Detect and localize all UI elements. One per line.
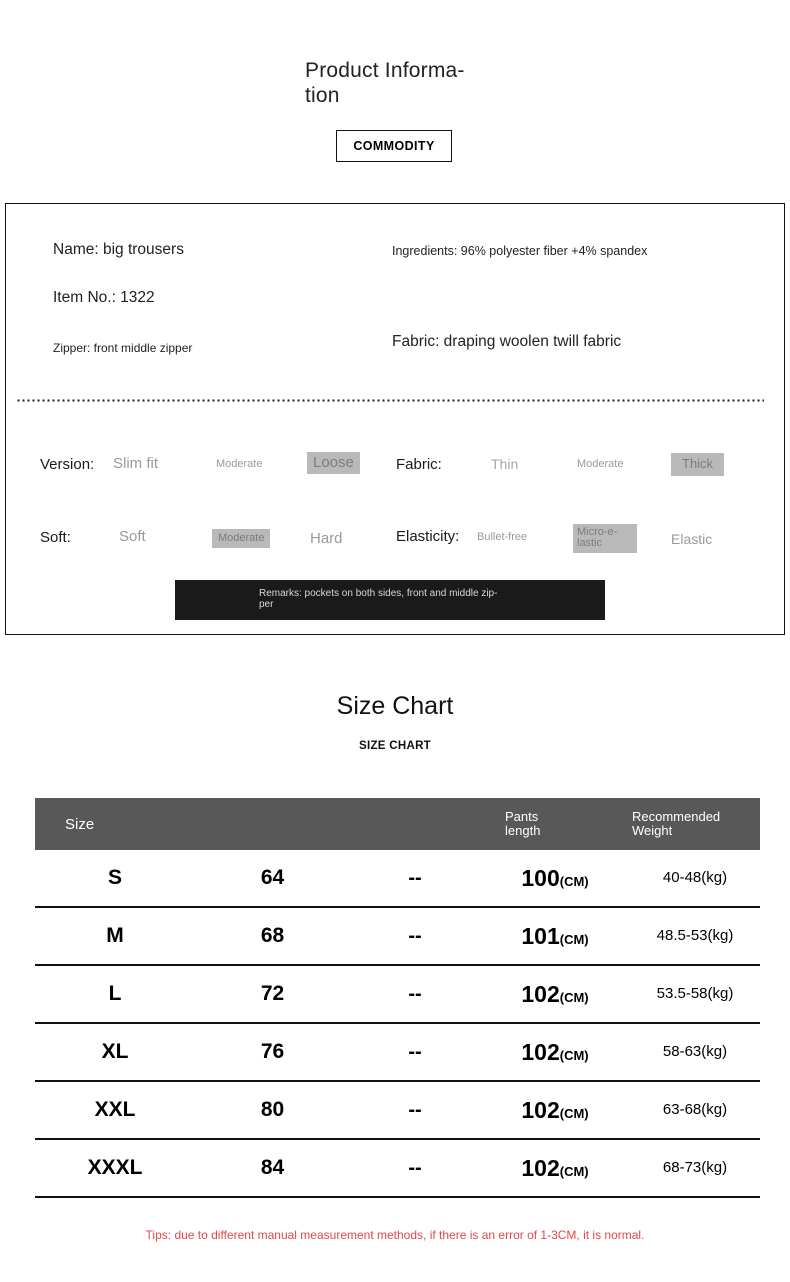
attribute-option-micro-elastic[interactable]: Micro-e- lastic <box>573 524 637 553</box>
size-chart-tips: Tips: due to different manual measurement methods, if there is an error of 1-3CM, it is normal. <box>145 1228 645 1242</box>
cell-waist: 64 <box>260 866 285 889</box>
table-row <box>35 908 760 966</box>
size-chart-title: Size Chart <box>336 692 454 720</box>
attribute-option-slim-fit[interactable]: Slim fit <box>113 455 158 472</box>
cell-waist: 68 <box>260 924 285 947</box>
attribute-option-version-moderate[interactable]: Moderate <box>216 458 263 470</box>
remarks-bar: Remarks: pockets on both sides, front and middle zip- per <box>175 580 605 620</box>
cell-pants-length: 100(CM) <box>521 864 589 891</box>
table-row <box>35 850 760 908</box>
column-header-pants-length: Pants length <box>505 809 541 838</box>
product-item-no: Item No.: 1322 <box>53 289 155 306</box>
cell-pants-length: 102(CM) <box>521 1038 589 1065</box>
commodity-badge: COMMODITY <box>336 130 452 162</box>
cell-hip: -- <box>408 866 422 889</box>
product-info-panel <box>5 203 785 635</box>
cell-size: S <box>107 866 122 889</box>
table-row <box>35 966 760 1024</box>
cell-hip: -- <box>408 1040 422 1063</box>
cell-recommended-weight: 58-63(kg) <box>662 1043 728 1060</box>
attribute-label-fabric: Fabric: <box>396 456 442 473</box>
cell-pants-length: 101(CM) <box>521 922 589 949</box>
cell-waist: 80 <box>260 1098 285 1121</box>
cell-waist: 76 <box>260 1040 285 1063</box>
cell-recommended-weight: 68-73(kg) <box>662 1159 728 1176</box>
attribute-label-version: Version: <box>40 456 95 473</box>
attribute-option-thick[interactable]: Thick <box>671 453 724 476</box>
table-row <box>35 1024 760 1082</box>
column-header-size: Size <box>65 815 95 833</box>
table-row <box>35 1140 760 1198</box>
cell-recommended-weight: 63-68(kg) <box>662 1101 728 1118</box>
cell-size: L <box>108 982 122 1005</box>
attribute-option-bullet-free[interactable]: Bullet-free <box>477 531 528 543</box>
attribute-label-soft: Soft: <box>40 529 71 546</box>
size-table-header-row <box>35 798 760 850</box>
size-chart-table <box>35 798 760 1198</box>
cell-size: XXL <box>94 1098 136 1121</box>
cell-size: XXXL <box>87 1156 143 1179</box>
cell-hip: -- <box>408 1098 422 1121</box>
cell-recommended-weight: 53.5-58(kg) <box>656 985 734 1002</box>
attribute-option-fabric-moderate[interactable]: Moderate <box>577 458 624 470</box>
dotted-divider <box>16 399 764 402</box>
cell-pants-length: 102(CM) <box>521 980 589 1007</box>
cell-waist: 72 <box>260 982 285 1005</box>
cell-pants-length: 102(CM) <box>521 1096 589 1123</box>
cell-size: XL <box>101 1040 129 1063</box>
attribute-option-soft[interactable]: Soft <box>119 528 146 545</box>
cell-hip: -- <box>408 982 422 1005</box>
table-row <box>35 1082 760 1140</box>
cell-size: M <box>106 924 124 947</box>
product-fabric: Fabric: draping woolen twill fabric <box>392 333 622 350</box>
attribute-option-elastic[interactable]: Elastic <box>671 531 713 547</box>
attribute-option-hard[interactable]: Hard <box>310 530 343 547</box>
product-ingredients: Ingredients: 96% polyester fiber +4% spandex <box>392 244 648 258</box>
cell-hip: -- <box>408 1156 422 1179</box>
cell-hip: -- <box>408 924 422 947</box>
attribute-option-loose[interactable]: Loose <box>307 452 360 474</box>
cell-recommended-weight: 48.5-53(kg) <box>656 927 734 944</box>
page-title: Product Informa- tion <box>305 59 465 107</box>
attribute-option-soft-moderate[interactable]: Moderate <box>212 529 270 548</box>
size-chart-subtitle: SIZE CHART <box>359 740 431 752</box>
attribute-option-thin[interactable]: Thin <box>491 456 519 472</box>
column-header-recommended-weight: Recommended Weight <box>632 809 721 838</box>
attribute-label-elasticity: Elasticity: <box>396 528 460 545</box>
cell-recommended-weight: 40-48(kg) <box>662 869 728 886</box>
product-name: Name: big trousers <box>53 241 184 258</box>
product-zipper: Zipper: front middle zipper <box>53 341 193 355</box>
cell-waist: 84 <box>260 1156 285 1179</box>
cell-pants-length: 102(CM) <box>521 1154 589 1181</box>
